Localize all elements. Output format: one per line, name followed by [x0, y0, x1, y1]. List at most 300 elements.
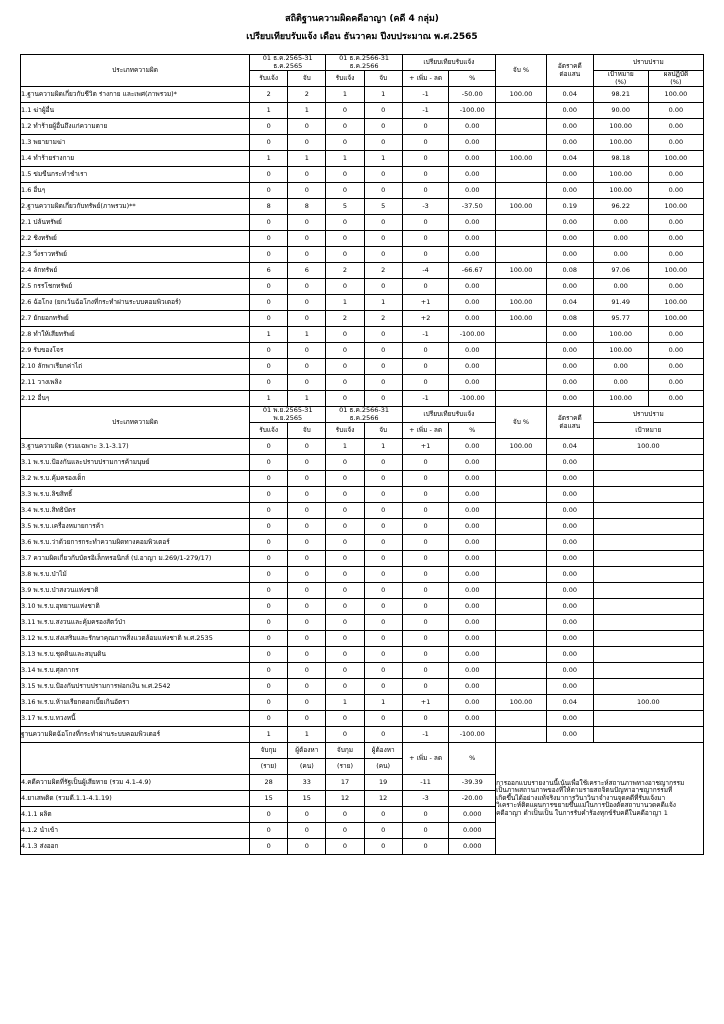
row-label: 3.17 พ.ร.บ.ทวงหนี้ [21, 711, 250, 727]
cell-a1: 0 [288, 679, 326, 695]
cell-rate: 0.00 [546, 103, 593, 119]
header-rate-per-hundredthousand-2: อัตราคดี ต่อแสน [546, 407, 593, 439]
cell-a2: 0 [364, 135, 402, 151]
table-row [21, 231, 704, 247]
cell-target: 97.06 [593, 263, 648, 279]
cell-diff: -1 [402, 327, 449, 343]
table-row [21, 471, 704, 487]
cell-diff: 0 [402, 807, 449, 823]
cell-r2: 0 [326, 663, 364, 679]
row-label: 3.5 พ.ร.บ.เครื่องหมายการค้า [21, 519, 250, 535]
cell-arrest_pct [496, 631, 547, 647]
cell-a2: 0 [364, 615, 402, 631]
cell-v4: 0 [364, 807, 402, 823]
cell-r2: 0 [326, 343, 364, 359]
cell-rate: 0.00 [546, 391, 593, 407]
cell-a2: 1 [364, 695, 402, 711]
cell-arrest_pct: 100.00 [496, 311, 547, 327]
cell-r1: 0 [250, 487, 288, 503]
table-row [21, 135, 704, 151]
table-row [21, 583, 704, 599]
row-label: 3.3 พ.ร.บ.ลิขสิทธิ์ [21, 487, 250, 503]
cell-a2: 0 [364, 647, 402, 663]
row-label: 1.ฐานความผิดเกี่ยวกับชีวิต ร่างกาย และเพศ(ภาพรวม)* [21, 87, 250, 103]
cell-r1: 0 [250, 343, 288, 359]
cell-a1: 0 [288, 311, 326, 327]
cell-target: 100.00 [593, 167, 648, 183]
cell-pct: 0.00 [449, 583, 496, 599]
cell-arrest_pct [496, 535, 547, 551]
cell-a2: 0 [364, 375, 402, 391]
cell-pct: 0.00 [449, 311, 496, 327]
cell-r2: 2 [326, 311, 364, 327]
cell-r1: 0 [250, 375, 288, 391]
cell-a2: 0 [364, 471, 402, 487]
row-label: 4.คดีความผิดที่รัฐเป็นผู้เสียหาย (รวม 4.1-4.9) [21, 775, 250, 791]
cell-a2: 0 [364, 343, 402, 359]
header-period-2: 01 ธ.ค.2566-31 ธ.ค.2566 [326, 55, 402, 71]
cell-diff: 0 [402, 551, 449, 567]
cell-target [593, 615, 703, 631]
subheader-offender2-unit: (คน) [364, 759, 402, 775]
table-row [21, 119, 704, 135]
cell-achieved: 0.00 [648, 327, 703, 343]
cell-diff: 0 [402, 279, 449, 295]
cell-r2: 0 [326, 215, 364, 231]
cell-diff: +2 [402, 311, 449, 327]
cell-a1: 0 [288, 119, 326, 135]
cell-pct: 0.00 [449, 695, 496, 711]
cell-rate: 0.00 [546, 551, 593, 567]
cell-r1: 6 [250, 263, 288, 279]
cell-a1: 2 [288, 87, 326, 103]
cell-a2: 2 [364, 263, 402, 279]
table-header-row-3 [21, 743, 704, 759]
cell-arrest_pct: 100.00 [496, 199, 547, 215]
row-label: 3.9 พ.ร.บ.ป่าสงวนแห่งชาติ [21, 583, 250, 599]
cell-v2: 0 [288, 807, 326, 823]
cell-a2: 0 [364, 487, 402, 503]
cell-pct: 0.000 [449, 807, 496, 823]
table-row [21, 183, 704, 199]
cell-arrest_pct [496, 551, 547, 567]
cell-r2: 0 [326, 135, 364, 151]
cell-diff: 0 [402, 359, 449, 375]
cell-v1: 0 [250, 823, 288, 839]
title-block [20, 0, 704, 44]
cell-r1: 0 [250, 567, 288, 583]
cell-a2: 0 [364, 599, 402, 615]
cell-r1: 0 [250, 455, 288, 471]
cell-a2: 0 [364, 631, 402, 647]
cell-diff: 0 [402, 519, 449, 535]
row-label: 2.10 ลักพาเรียกค่าไถ่ [21, 359, 250, 375]
cell-r1: 0 [250, 711, 288, 727]
cell-arrest_pct [496, 503, 547, 519]
cell-v1: 0 [250, 839, 288, 855]
cell-arrest_pct [496, 103, 547, 119]
table-row [21, 551, 704, 567]
cell-diff: -1 [402, 391, 449, 407]
cell-arrest_pct [496, 583, 547, 599]
subheader-received-2: รับแจ้ง [326, 71, 364, 87]
cell-a1: 0 [288, 135, 326, 151]
row-label: 3.6 พ.ร.บ.ว่าด้วยการกระทำความผิดทางคอมพิวเตอร์ [21, 535, 250, 551]
cell-a2: 1 [364, 151, 402, 167]
cell-a1: 0 [288, 487, 326, 503]
table-row [21, 615, 704, 631]
row-label: 3.12 พ.ร.บ.ส่งเสริมและรักษาคุณภาพสิ่งแวดล้อมแห่งชาติ พ.ศ.2535 [21, 631, 250, 647]
cell-arrest_pct [496, 247, 547, 263]
cell-r2: 0 [326, 375, 364, 391]
cell-pct: -100.00 [449, 727, 496, 743]
subheader-plus_minus-4: + เพิ่ม - ลด [402, 71, 449, 87]
cell-a2: 0 [364, 167, 402, 183]
cell-r2: 0 [326, 103, 364, 119]
cell-r1: 1 [250, 727, 288, 743]
cell-r1: 0 [250, 615, 288, 631]
table-row [21, 727, 704, 743]
cell-r1: 0 [250, 231, 288, 247]
cell-arrest_pct [496, 231, 547, 247]
cell-target [593, 727, 703, 743]
table-row [21, 503, 704, 519]
page-subtitle: เปรียบเทียบรับแจ้ง เดือน ธันวาคม ปีงบประมาณ พ.ศ.2565 [246, 32, 478, 42]
cell-pct: 0.00 [449, 343, 496, 359]
row-label: 2.6 ฉ้อโกง (ยกเว้นฉ้อโกงที่กระทำผ่านระบบคอมพิวเตอร์) [21, 295, 250, 311]
cell-a2: 0 [364, 711, 402, 727]
cell-target: 100.00 [593, 183, 648, 199]
cell-arrest_pct [496, 135, 547, 151]
cell-diff: 0 [402, 631, 449, 647]
cell-achieved: 0.00 [648, 215, 703, 231]
row-label: 2.1 ปล้นทรัพย์ [21, 215, 250, 231]
header-offender-2: ผู้ต้องหา [364, 743, 402, 759]
cell-pct: 0.00 [449, 631, 496, 647]
cell-arrest_pct [496, 343, 547, 359]
cell-rate: 0.04 [546, 151, 593, 167]
cell-rate: 0.00 [546, 631, 593, 647]
row-label: 2.9 รับของโจร [21, 343, 250, 359]
cell-a2: 0 [364, 279, 402, 295]
table-row [21, 391, 704, 407]
cell-arrest_pct [496, 727, 547, 743]
cell-a1: 0 [288, 167, 326, 183]
subheader-arrest-unit: (ราย) [250, 759, 288, 775]
subheader-received-0: รับแจ้ง [250, 71, 288, 87]
row-label: 1.6 อื่นๆ [21, 183, 250, 199]
cell-v1: 15 [250, 791, 288, 807]
subheader-arrested-3: จับ [364, 71, 402, 87]
cell-a2: 0 [364, 391, 402, 407]
subheader2-received-0: รับแจ้ง [250, 423, 288, 439]
cell-achieved: 0.00 [648, 103, 703, 119]
cell-a1: 0 [288, 471, 326, 487]
cell-r2: 0 [326, 471, 364, 487]
row-label: 1.2 ทำร้ายผู้อื่นถึงแก่ความตาย [21, 119, 250, 135]
cell-a2: 0 [364, 215, 402, 231]
cell-rate: 0.00 [546, 183, 593, 199]
cell-pct: 0.00 [449, 439, 496, 455]
cell-a2: 0 [364, 103, 402, 119]
header-period-1: 01 ธ.ค.2565-31 ธ.ค.2565 [250, 55, 326, 71]
cell-achieved: 0.00 [648, 231, 703, 247]
cell-pct: 0.00 [449, 679, 496, 695]
header-rate-per-hundredthousand: อัตราคดี ต่อแสน [546, 55, 593, 87]
cell-achieved: 0.00 [648, 391, 703, 407]
cell-r1: 0 [250, 215, 288, 231]
cell-pct: -50.00 [449, 87, 496, 103]
cell-pct: 0.00 [449, 359, 496, 375]
table-row [21, 663, 704, 679]
row-label: 3.4 พ.ร.บ.สิทธิบัตร [21, 503, 250, 519]
cell-pct: 0.00 [449, 663, 496, 679]
cell-diff: +1 [402, 295, 449, 311]
cell-a2: 1 [364, 295, 402, 311]
cell-a2: 5 [364, 199, 402, 215]
note-line: คดีอาญา ดำเป็นเป็น ในการรับคำร้องทุกข์รับคดีในคดีอาญา 1 [496, 808, 668, 817]
cell-arrest_pct [496, 599, 547, 615]
cell-pct: 0.00 [449, 167, 496, 183]
cell-pct: -37.50 [449, 199, 496, 215]
cell-diff: 0 [402, 823, 449, 839]
cell-r1: 2 [250, 87, 288, 103]
cell-target [593, 519, 703, 535]
cell-pct: 0.00 [449, 519, 496, 535]
header-spacer [21, 743, 250, 775]
cell-diff: 0 [402, 567, 449, 583]
cell-a1: 0 [288, 295, 326, 311]
cell-target: 0.00 [593, 231, 648, 247]
cell-arrest_pct [496, 391, 547, 407]
table-row [21, 167, 704, 183]
row-label: 2.11 วางเพลิง [21, 375, 250, 391]
cell-r2: 1 [326, 87, 364, 103]
cell-arrest_pct [496, 487, 547, 503]
cell-diff: 0 [402, 215, 449, 231]
cell-r1: 0 [250, 535, 288, 551]
cell-a1: 0 [288, 503, 326, 519]
cell-a1: 0 [288, 375, 326, 391]
cell-rate: 0.00 [546, 455, 593, 471]
cell-r1: 0 [250, 551, 288, 567]
cell-target: 100.00 [593, 695, 703, 711]
cell-rate: 0.00 [546, 247, 593, 263]
table-row [21, 87, 704, 103]
row-label: 3.11 พ.ร.บ.สงวนและคุ้มครองสัตว์ป่า [21, 615, 250, 631]
cell-pct: 0.00 [449, 471, 496, 487]
cell-rate: 0.00 [546, 471, 593, 487]
cell-target: 96.22 [593, 199, 648, 215]
cell-diff: 0 [402, 679, 449, 695]
table-row [21, 311, 704, 327]
cell-a2: 0 [364, 183, 402, 199]
header-suppression: ปราบปราม [593, 55, 703, 71]
cell-a1: 0 [288, 359, 326, 375]
cell-rate: 0.00 [546, 583, 593, 599]
table-row [21, 631, 704, 647]
cell-r1: 0 [250, 135, 288, 151]
cell-achieved: 0.00 [648, 343, 703, 359]
cell-a2: 2 [364, 311, 402, 327]
cell-a1: 6 [288, 263, 326, 279]
cell-pct: 0.00 [449, 615, 496, 631]
header-seized: จับกุม [326, 743, 364, 759]
cell-r2: 1 [326, 695, 364, 711]
cell-r2: 5 [326, 199, 364, 215]
cell-achieved: 0.00 [648, 119, 703, 135]
note-line: วิเคราะห์ติดแผนการขยายขึ้นแม่ในการป้องตัดสถาบานวดคดีแจ้ง [496, 801, 676, 810]
cell-target: 0.00 [593, 375, 648, 391]
cell-arrest_pct [496, 615, 547, 631]
row-label: 4.ยาเสพติด (รวมดี.1.1-4.1.19) [21, 791, 250, 807]
cell-pct: 0.00 [449, 295, 496, 311]
cell-a1: 0 [288, 279, 326, 295]
cell-a2: 0 [364, 503, 402, 519]
cell-a1: 1 [288, 327, 326, 343]
cell-r1: 0 [250, 631, 288, 647]
cell-a1: 0 [288, 519, 326, 535]
cell-r2: 0 [326, 615, 364, 631]
cell-r1: 0 [250, 247, 288, 263]
cell-r1: 1 [250, 327, 288, 343]
cell-r2: 0 [326, 391, 364, 407]
note-line: เกิดขึ้นได้อย่างแท้จริงมาการวินาวินาจำงานจุดคดีที่รับแจ้งมา [496, 793, 666, 802]
cell-diff: 0 [402, 167, 449, 183]
header-compare: เปรียบเทียบรับแจ้ง [402, 55, 495, 71]
header-percent-3: % [449, 743, 496, 775]
cell-r1: 1 [250, 103, 288, 119]
cell-target: 100.00 [593, 119, 648, 135]
row-label: 1.1 ฆ่าผู้อื่น [21, 103, 250, 119]
cell-r2: 0 [326, 119, 364, 135]
subheader-arrested-1: จับ [288, 71, 326, 87]
cell-target: 100.00 [593, 327, 648, 343]
cell-arrest_pct [496, 567, 547, 583]
cell-diff: 0 [402, 231, 449, 247]
cell-diff: 0 [402, 647, 449, 663]
cell-achieved: 0.00 [648, 359, 703, 375]
cell-target: 100.00 [593, 391, 648, 407]
cell-arrest_pct: 100.00 [496, 695, 547, 711]
cell-r2: 1 [326, 151, 364, 167]
cell-achieved: 0.00 [648, 375, 703, 391]
cell-r2: 0 [326, 711, 364, 727]
subheader2-target: เป้าหมาย [593, 423, 703, 439]
cell-rate: 0.00 [546, 711, 593, 727]
cell-r2: 0 [326, 679, 364, 695]
cell-r1: 0 [250, 647, 288, 663]
table-row [21, 279, 704, 295]
row-label: 1.4 ทำร้ายร่างกาย [21, 151, 250, 167]
cell-a2: 0 [364, 663, 402, 679]
header-suppression-2: ปราบปราม [593, 407, 703, 423]
subheader2-plus_minus-4: + เพิ่ม - ลด [402, 423, 449, 439]
cell-diff: 0 [402, 135, 449, 151]
cell-r1: 0 [250, 519, 288, 535]
cell-rate: 0.00 [546, 487, 593, 503]
cell-arrest_pct: 100.00 [496, 87, 547, 103]
cell-arrest_pct [496, 519, 547, 535]
cell-v3: 0 [326, 823, 364, 839]
cell-r2: 0 [326, 599, 364, 615]
cell-v2: 0 [288, 823, 326, 839]
cell-arrest_pct [496, 167, 547, 183]
row-label: 1.5 ข่มขืนกระทำชำเรา [21, 167, 250, 183]
cell-arrest_pct [496, 215, 547, 231]
statistics-table [20, 54, 704, 855]
table-row [21, 359, 704, 375]
cell-r2: 0 [326, 167, 364, 183]
cell-a2: 0 [364, 247, 402, 263]
cell-pct: 0.00 [449, 455, 496, 471]
cell-arrest_pct: 100.00 [496, 151, 547, 167]
table-row [21, 199, 704, 215]
header-offender: ผู้ต้องหา [288, 743, 326, 759]
cell-r1: 0 [250, 295, 288, 311]
subheader2-arrested-3: จับ [364, 423, 402, 439]
cell-achieved: 100.00 [648, 151, 703, 167]
cell-r2: 0 [326, 583, 364, 599]
cell-pct: -39.39 [449, 775, 496, 791]
cell-pct: 0.00 [449, 119, 496, 135]
cell-target [593, 599, 703, 615]
header-arrest-percent: จับ % [496, 55, 547, 87]
cell-r2: 0 [326, 231, 364, 247]
cell-r1: 0 [250, 583, 288, 599]
cell-target [593, 455, 703, 471]
cell-v3: 17 [326, 775, 364, 791]
cell-rate: 0.00 [546, 215, 593, 231]
cell-a1: 0 [288, 183, 326, 199]
cell-achieved: 0.00 [648, 247, 703, 263]
subheader2-received-2: รับแจ้ง [326, 423, 364, 439]
cell-rate: 0.08 [546, 311, 593, 327]
cell-diff: +1 [402, 439, 449, 455]
subheader-seized-unit: (ราย) [326, 759, 364, 775]
cell-target: 90.00 [593, 103, 648, 119]
cell-pct: 0.000 [449, 839, 496, 855]
cell-target [593, 535, 703, 551]
row-label: 2.12 อื่นๆ [21, 391, 250, 407]
table-row [21, 151, 704, 167]
cell-pct: -20.00 [449, 791, 496, 807]
table-row [21, 439, 704, 455]
cell-target: 91.49 [593, 295, 648, 311]
cell-diff: 0 [402, 663, 449, 679]
cell-a1: 8 [288, 199, 326, 215]
table-header-row [21, 55, 704, 71]
cell-target: 0.00 [593, 215, 648, 231]
cell-r2: 0 [326, 727, 364, 743]
row-label: 2.2 ชิงทรัพย์ [21, 231, 250, 247]
cell-a1: 1 [288, 391, 326, 407]
cell-r1: 0 [250, 183, 288, 199]
subheader-offender-unit: (คน) [288, 759, 326, 775]
cell-v3: 0 [326, 807, 364, 823]
cell-v4: 0 [364, 823, 402, 839]
cell-rate: 0.08 [546, 263, 593, 279]
cell-r1: 0 [250, 119, 288, 135]
cell-r2: 1 [326, 439, 364, 455]
cell-a1: 0 [288, 647, 326, 663]
cell-a2: 0 [364, 567, 402, 583]
cell-target [593, 711, 703, 727]
cell-pct: -100.00 [449, 391, 496, 407]
cell-pct: 0.00 [449, 599, 496, 615]
cell-target: 98.21 [593, 87, 648, 103]
cell-a2: 0 [364, 679, 402, 695]
